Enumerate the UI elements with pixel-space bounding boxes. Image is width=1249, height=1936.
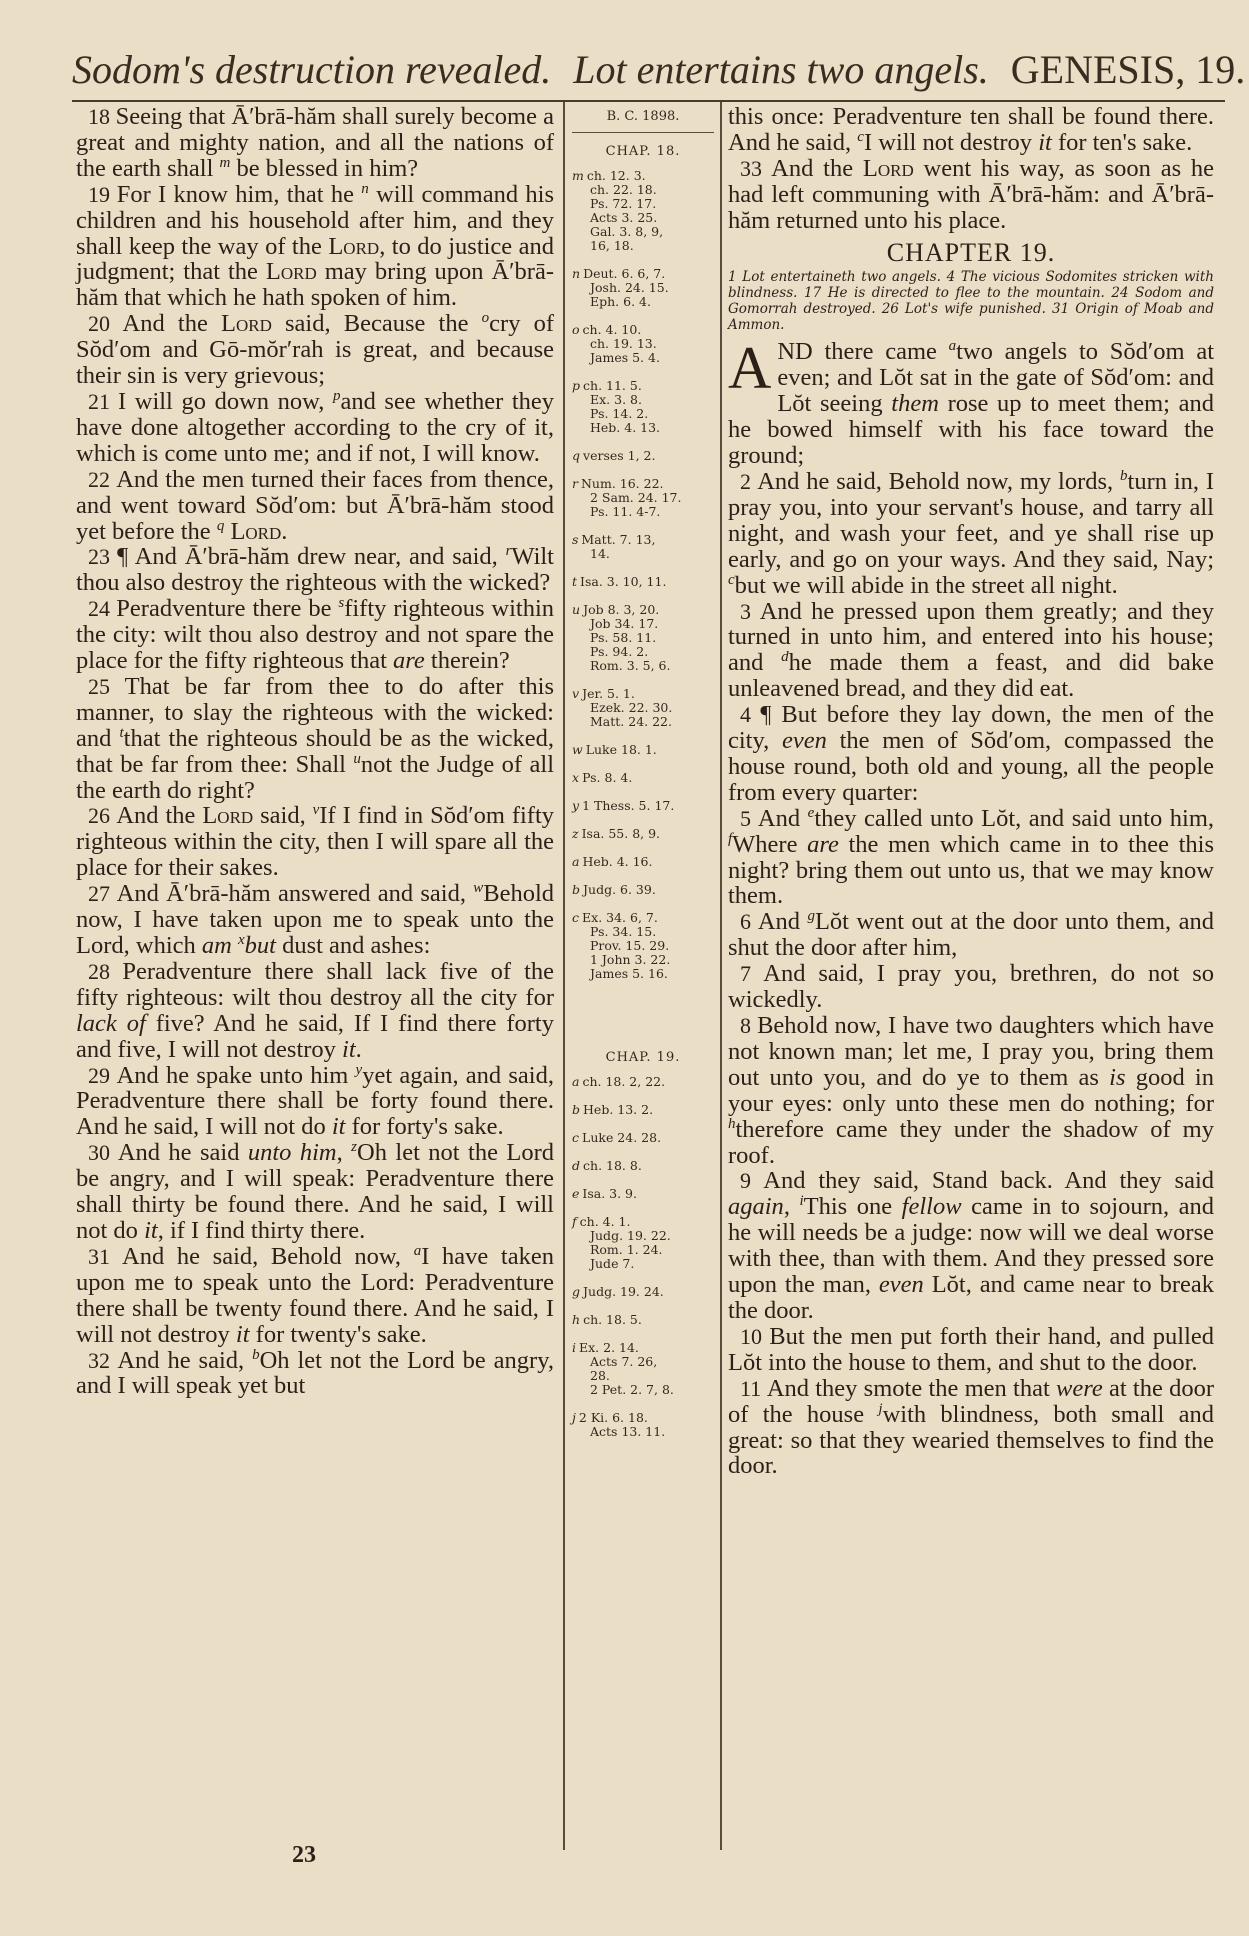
reference-line: Acts 3. 25.	[590, 210, 658, 225]
reference-text: Jer. 5. 1.	[582, 686, 635, 701]
verse-text: And he said unto him, $^z$Oh let not the Lord be angry, and I will speak: Peradventure there shall thirty be found there. And he said, I will not do it, if I find thirty there.	[76, 1139, 555, 1244]
reference-line	[572, 1102, 653, 1117]
reference-text: 2 Ki. 6. 18.	[578, 1410, 648, 1425]
verse-text: Behold now, I have two daughters which have not known man; let me, I pray you, bring them out unto you, and do ye to them as is good in your eyes: only unto these men do nothing; for $^h$therefore came they under the shadow of my roof.	[728, 1012, 1215, 1169]
verse-text: Seeing that Ā′brā-hăm shall surely become a great and mighty nation, and all the nations of the earth shall $^m$ be blessed in him?	[76, 103, 555, 182]
cross-reference	[572, 575, 714, 589]
cross-reference	[572, 771, 714, 785]
reference-line	[572, 686, 635, 701]
reference-line: Heb. 4. 13.	[590, 420, 661, 435]
reference-key: q	[572, 448, 581, 463]
reference-line: 2 Pet. 2. 7, 8.	[590, 1382, 674, 1397]
header-rule	[72, 100, 1225, 102]
cross-reference	[572, 1159, 714, 1173]
reference-text: ch. 12. 3.	[586, 168, 646, 183]
verse-number: 21	[88, 388, 118, 414]
verse-number: 24	[88, 596, 117, 622]
cross-reference	[572, 449, 714, 463]
cross-reference	[572, 267, 714, 309]
verse-text: But the men put forth their hand, and pulled Lŏt into the house to them, and shut to the door.	[728, 1322, 1215, 1376]
verse-text: And he spake unto him $^y$yet again, and said, Peradventure there shall be forty found there. And he said, I will not do it for forty's sake.	[76, 1061, 554, 1141]
reference-key: v	[572, 686, 580, 701]
left-text-column	[76, 104, 554, 1399]
reference-line	[572, 910, 658, 925]
reference-key: c	[572, 1130, 580, 1145]
verse	[728, 909, 1214, 961]
reference-text: ch. 18. 8.	[583, 1158, 642, 1173]
verse-number: 31	[88, 1243, 123, 1269]
reference-text: ch. 4. 10.	[582, 322, 642, 337]
verse-number: 5	[740, 805, 758, 831]
reference-key: o	[572, 322, 580, 337]
reference-key: t	[572, 574, 578, 589]
verse-text: And said, I pray you, brethren, do not so wickedly.	[728, 960, 1214, 1014]
reference-key: w	[572, 742, 583, 757]
reference-text: ch. 18. 5.	[583, 1312, 642, 1327]
header-middle: Lot entertains two angels.	[573, 47, 989, 92]
verse-number: 2	[740, 468, 758, 494]
cross-reference	[572, 1341, 714, 1397]
reference-line	[572, 1312, 642, 1327]
verse-32-continuation: this once: Peradventure ten shall be found there. And he said, $^c$I will not destroy it for ten's sake.	[728, 103, 1214, 156]
cross-reference	[572, 799, 714, 813]
reference-text: 1 Thess. 5. 17.	[582, 798, 675, 813]
reference-text: Isa. 3. 9.	[582, 1186, 637, 1201]
running-header	[72, 46, 1246, 98]
cross-reference	[572, 687, 714, 729]
chapter-title: CHAPTER 19.	[886, 237, 1056, 267]
reference-line	[572, 854, 652, 869]
reference-line	[572, 168, 646, 183]
verse-number: 3	[740, 598, 760, 624]
reference-line: Josh. 24. 15.	[590, 280, 669, 295]
verse-number: 23	[88, 544, 118, 570]
reference-key: e	[572, 1186, 580, 1201]
reference-line	[572, 1340, 639, 1355]
reference-line	[572, 1074, 665, 1089]
reference-text: Deut. 6. 6, 7.	[583, 266, 666, 281]
reference-line: Ps. 14. 2.	[590, 406, 649, 421]
reference-text: Luke 24. 28.	[582, 1130, 662, 1145]
reference-key: z	[572, 826, 579, 841]
reference-line	[572, 1284, 664, 1299]
reference-line: Ps. 72. 17.	[590, 196, 657, 211]
reference-line: James 5. 16.	[590, 966, 668, 981]
reference-key: j	[572, 1410, 576, 1425]
page-number: 23	[292, 1842, 316, 1868]
refs-chapter-19	[572, 1075, 714, 1439]
reference-line	[572, 1158, 642, 1173]
reference-key: a	[572, 854, 580, 869]
verse-text: ¶ But before they lay down, the men of the city, even the men of Sŏd′om, compassed the house round, both old and young, all the people from every quarter:	[728, 701, 1215, 806]
cross-reference	[572, 603, 714, 673]
reference-key: m	[572, 168, 584, 183]
reference-text: ch. 11. 5.	[583, 378, 642, 393]
reference-text: Matt. 7. 13,	[581, 532, 656, 547]
reference-key: s	[572, 532, 579, 547]
verse	[76, 1244, 554, 1348]
reference-line	[572, 1130, 661, 1145]
verse	[728, 702, 1214, 806]
verse	[728, 961, 1214, 1013]
cross-reference	[572, 1131, 714, 1145]
verse-text: And Ā′brā-hăm answered and said, $^w$Behold now, I have taken upon me to speak unto the Lord, which am $^x$but dust and ashes:	[76, 880, 555, 959]
cross-reference	[572, 379, 714, 435]
verse-number: 26	[88, 803, 117, 829]
reference-line	[572, 602, 659, 617]
verse	[728, 1376, 1214, 1480]
verse-text: I will go down now, $^p$and see whether they have done altogether according to the cry of it, which is come unto me; and if not, I will know.	[76, 387, 555, 467]
verse-text: And he said, Behold now, my lords, $^b$turn in, I pray you, into your servant's house, and tarry all night, and wash your feet, and ye shall rise up early, and go on your ways. And they said, Nay; $^c$but we will abide in the street all night.	[728, 467, 1215, 599]
verse-text: And they smote the men that were at the door of the house $^j$with blindness, both small and great: so that they wearied themselves to find the door.	[728, 1374, 1215, 1480]
reference-line: 16, 18.	[590, 238, 634, 253]
reference-line: 2 Sam. 24. 17.	[590, 490, 682, 505]
reference-line: Rom. 3. 5, 6.	[590, 658, 671, 673]
reference-line: Acts 7. 26,	[590, 1354, 658, 1369]
verse	[76, 1140, 554, 1244]
verse-text: That be far from thee to do after this manner, to slay the righteous with the wicked: and $^t$that the righteous should be as the wicked, that be far from thee: Shall $^u$not the Judge of all the earth do right?	[76, 672, 555, 804]
reference-key: f	[572, 1214, 577, 1229]
verse	[728, 599, 1214, 703]
reference-line: ch. 22. 18.	[590, 182, 657, 197]
cross-reference	[572, 1313, 714, 1327]
reference-line: Jude 7.	[590, 1256, 635, 1271]
reference-text: Heb. 13. 2.	[583, 1102, 654, 1117]
reference-line	[572, 322, 641, 337]
reference-line	[572, 826, 660, 841]
cross-reference	[572, 323, 714, 365]
verse-text: And he pressed upon them greatly; and they turned in unto him, and entered into his house; and $^d$he made them a feast, and did bake unleavened bread, and they did eat.	[728, 597, 1214, 703]
verse-number: 30	[88, 1140, 118, 1166]
cross-reference	[572, 169, 714, 253]
cross-reference	[572, 1285, 714, 1299]
verse-number: 19	[88, 181, 117, 207]
reference-key: x	[572, 770, 580, 785]
verse-number: 20	[88, 311, 123, 337]
verse-number: 25	[88, 673, 125, 699]
reference-key: y	[572, 798, 580, 813]
reference-key: g	[572, 1284, 581, 1299]
reference-line	[572, 476, 664, 491]
verse	[76, 596, 554, 674]
verse-number: 28	[88, 958, 123, 984]
refs-chapter-18	[572, 169, 714, 981]
reference-line	[572, 742, 657, 757]
column-divider-right	[720, 102, 722, 1850]
reference-text: Isa. 3. 10, 11.	[580, 574, 667, 589]
reference-line	[572, 574, 666, 589]
reference-line	[572, 378, 642, 393]
verse-text: ¶ And Ā′brā-hăm drew near, and said, $^r$Wilt thou also destroy the righteous with the wicked?	[76, 543, 554, 597]
verse-1	[728, 335, 1214, 470]
reference-key: a	[572, 1074, 580, 1089]
header-book-chapter: GENESIS, 19.	[1010, 47, 1246, 92]
verse-text: And the Lord said, $^v$If I find in Sŏd′om fifty righteous within the city, then I will spare all the place for their sakes.	[76, 802, 555, 882]
reference-key: r	[572, 476, 578, 491]
verse-text: And they said, Stand back. And they said again, $^i$This one fellow came in to sojourn, and he will needs be a judge: now will we deal worse with thee, than with them. And they pressed sore upon the man, even Lŏt, and came near to break the door.	[728, 1167, 1215, 1324]
verse-text: And $^e$they called unto Lŏt, and said unto him, $^f$Where are the men which came in to thee this night? bring them out unto us, that we may know them.	[728, 804, 1215, 910]
reference-line: 28.	[590, 1368, 610, 1383]
reference-line: Ps. 94. 2.	[590, 644, 649, 659]
verse	[76, 959, 554, 1063]
reference-line: Ps. 34. 15.	[590, 924, 657, 939]
reference-line: Acts 13. 11.	[590, 1424, 666, 1439]
reference-line: Eph. 6. 4.	[590, 294, 651, 309]
column-divider-left	[563, 102, 565, 1850]
reference-key: h	[572, 1312, 581, 1327]
verse-1-text: ND there came $^a$two angels to Sŏd′om at even; and Lŏt sat in the gate of Sŏd′om: and Lŏt seeing them rose up to meet them; and he bowed himself with his face toward the ground;	[728, 338, 1214, 470]
verse	[76, 803, 554, 881]
reference-key: u	[572, 602, 581, 617]
reference-key: p	[572, 378, 581, 393]
verse	[76, 389, 554, 467]
reference-line	[572, 448, 655, 463]
verse-text: And the Lord went his way, as soon as he had left communing with Ā′brā-hăm: and Ā′brā-hăm returned unto his place.	[728, 154, 1215, 234]
verse-number: 6	[740, 909, 758, 935]
reference-line: Matt. 24. 22.	[590, 714, 672, 729]
verse-number: 27	[88, 881, 117, 907]
reference-text: verses 1, 2.	[583, 448, 656, 463]
reference-line: 1 John 3. 22.	[590, 952, 671, 967]
verse	[76, 311, 554, 389]
verse-text: And he said, Behold now, $^a$I have taken upon me to speak unto the Lord: Peradventure there shall be twenty found there. And he said, I will not destroy it for twenty's sake.	[76, 1242, 554, 1348]
verse-text: And the men turned their faces from thence, and went toward Sŏd′om: but Ā′brā-hăm stood yet before the $^q$ Lord.	[76, 465, 554, 545]
cross-reference	[572, 477, 714, 519]
reference-line: Ps. 11. 4-7.	[590, 504, 661, 519]
cross-reference-margin	[572, 110, 714, 1453]
chapter-summary: 1 Lot entertaineth two angels. 4 The vicious Sodomites stricken with blindness. 17 He is directed to flee to the mountain. 24 Sodom and Gomorrah destroyed. 26 Lot's wife punished. 31 Origin of Moab and Ammon.	[728, 269, 1214, 334]
reference-key: n	[572, 266, 581, 281]
dropcap: A	[728, 335, 772, 402]
reference-text: ch. 4. 1.	[579, 1214, 631, 1229]
reference-line: Ezek. 22. 30.	[590, 700, 673, 715]
verse-number: 4	[740, 702, 761, 728]
reference-line: Job 34. 17.	[590, 616, 659, 631]
reference-line	[572, 798, 674, 813]
verse	[76, 104, 554, 182]
reference-line: Ps. 58. 11.	[590, 630, 657, 645]
reference-line: 14.	[590, 546, 610, 561]
reference-text: Isa. 55. 8, 9.	[581, 826, 661, 841]
cross-reference	[572, 911, 714, 981]
cross-reference	[572, 827, 714, 841]
verse	[76, 544, 554, 596]
verse-number: 22	[88, 466, 117, 492]
reference-text: Luke 18. 1.	[585, 742, 657, 757]
reference-line	[572, 1214, 630, 1229]
reference-text: Heb. 4. 16.	[582, 854, 653, 869]
reference-text: Judg. 6. 39.	[583, 882, 656, 897]
verse	[728, 469, 1214, 599]
reference-text: Judg. 19. 24.	[583, 1284, 664, 1299]
verse-number: 18	[88, 104, 116, 129]
reference-line: Ex. 3. 8.	[590, 392, 642, 407]
reference-key: i	[572, 1340, 576, 1355]
verse-number: 11	[740, 1375, 767, 1401]
reference-text: Ps. 8. 4.	[582, 770, 633, 785]
verse-text: And he said, $^b$Oh let not the Lord be angry, and I will speak yet but	[76, 1346, 554, 1400]
margin-chapter-19: CHAP. 19.	[605, 1050, 681, 1065]
verse-number: 8	[740, 1013, 758, 1038]
reference-line: ch. 19. 13.	[590, 336, 657, 351]
reference-line	[572, 266, 665, 281]
verse	[728, 806, 1214, 910]
reference-line	[572, 532, 655, 547]
cross-reference	[572, 743, 714, 757]
verse	[76, 1348, 554, 1400]
verse-number: 29	[88, 1062, 117, 1088]
verse	[728, 1013, 1214, 1168]
cross-reference	[572, 533, 714, 561]
reference-key: b	[572, 882, 581, 897]
verse-number: 10	[740, 1323, 770, 1349]
reference-text: ch. 18. 2, 22.	[582, 1074, 666, 1089]
reference-text: Ex. 2. 14.	[579, 1340, 639, 1355]
verse-text: And $^g$Lŏt went out at the door unto them, and shut the door after him,	[728, 908, 1215, 962]
era-date: B. C. 1898.	[606, 109, 680, 124]
verse-number: 32	[88, 1347, 118, 1373]
cross-reference	[572, 1187, 714, 1201]
margin-rule	[572, 132, 714, 133]
cross-reference	[572, 883, 714, 897]
verse	[76, 182, 554, 312]
reference-text: Ex. 34. 6, 7.	[582, 910, 658, 925]
verse	[728, 156, 1214, 234]
header-left: Sodom's destruction revealed.	[72, 47, 552, 92]
reference-text: Job 8. 3, 20.	[583, 602, 660, 617]
reference-text: Num. 16. 22.	[580, 476, 664, 491]
reference-line: Gal. 3. 8, 9,	[590, 224, 664, 239]
cross-reference	[572, 855, 714, 869]
verse	[76, 881, 554, 959]
cross-reference	[572, 1075, 714, 1089]
verse-text: Peradventure there shall lack five of the fifty righteous: wilt thou destroy all the city for lack of five? And he said, If I find there forty and five, I will not destroy it.	[76, 957, 555, 1063]
cross-reference	[572, 1215, 714, 1271]
cross-reference	[572, 1411, 714, 1439]
verse-number: 33	[740, 155, 772, 181]
verse-number: 9	[740, 1168, 764, 1194]
reference-line: Prov. 15. 29.	[590, 938, 670, 953]
reference-line: Rom. 1. 24.	[590, 1242, 663, 1257]
verse	[76, 467, 554, 545]
verse	[728, 1168, 1214, 1323]
reference-line: James 5. 4.	[590, 350, 660, 365]
verse-text: And the Lord said, Because the $^o$cry of Sŏd′om and Gō-mŏr′rah is great, and because their sin is very grievous;	[76, 310, 555, 390]
reference-line	[572, 770, 632, 785]
reference-line	[572, 1186, 637, 1201]
verse-text: For I know him, that he $^n$ will command his children and his household after him, and they shall keep the way of the Lord, to do justice and judgment; that the Lord may bring upon Ā′brā-hăm that which he hath spoken of him.	[76, 180, 555, 312]
right-text-column	[728, 104, 1214, 1479]
margin-chapter-18: CHAP. 18.	[605, 144, 681, 159]
reference-line: Judg. 19. 22.	[590, 1228, 671, 1243]
reference-key: d	[572, 1158, 581, 1173]
reference-line	[572, 882, 656, 897]
verse	[76, 674, 554, 804]
reference-line	[572, 1410, 648, 1425]
reference-key: c	[572, 910, 580, 925]
reference-key: b	[572, 1102, 581, 1117]
verse	[76, 1063, 554, 1141]
right-verses	[728, 469, 1214, 1479]
verse-number: 7	[740, 961, 764, 987]
verse	[728, 1324, 1214, 1376]
verse-text: Peradventure there be $^s$fifty righteous within the city: wilt thou also destroy and not spare the place for the fifty righteous that are therein?	[76, 595, 554, 675]
cross-reference	[572, 1103, 714, 1117]
